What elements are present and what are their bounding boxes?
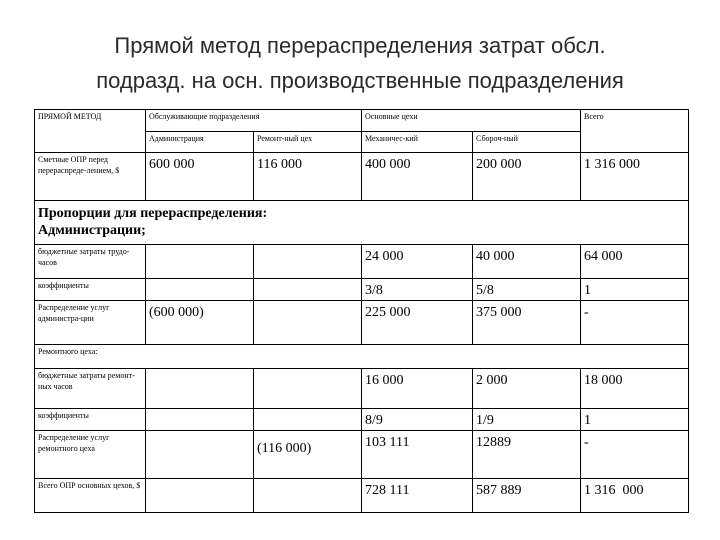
cost-allocation-table xyxy=(34,109,689,513)
title-line-2: подразд. на осн. производственные подразделения xyxy=(96,68,624,93)
slide-title xyxy=(0,28,720,98)
proportions-line-1: Пропорции для перераспределения: xyxy=(38,206,268,221)
budget-labor-assembly: 40 000 xyxy=(473,245,581,279)
distribution-repair-assembly: 12889 xyxy=(473,431,581,479)
table-row-budget-repair xyxy=(35,369,689,409)
coef-repair-label: коэффициенты xyxy=(35,409,146,431)
header-admin: Администрация xyxy=(146,132,254,153)
total-label: Всего ОПР основных цехов, $ xyxy=(35,479,146,513)
coef-repair-admin xyxy=(146,409,254,431)
distribution-repair-label: Распределение услуг ремонтного цеха xyxy=(35,431,146,479)
coef-admin-assembly: 5/8 xyxy=(473,279,581,301)
header-method: ПРЯМОЙ МЕТОД xyxy=(35,110,146,153)
budget-repair-admin xyxy=(146,369,254,409)
budget-repair-total: 18 000 xyxy=(581,369,689,409)
distribution-repair-repair: (116 000) xyxy=(254,431,362,479)
distribution-admin-repair xyxy=(254,301,362,345)
table-row-total xyxy=(35,479,689,513)
estimated-repair: 116 000 xyxy=(254,153,362,201)
coef-admin-repair xyxy=(254,279,362,301)
coef-repair-total: 1 xyxy=(581,409,689,431)
estimated-admin: 600 000 xyxy=(146,153,254,201)
table-row-distribution-repair xyxy=(35,431,689,479)
coef-repair-repair xyxy=(254,409,362,431)
distribution-admin-admin: (600 000) xyxy=(146,301,254,345)
budget-labor-label: бюджетные затраты трудо-часов xyxy=(35,245,146,279)
estimated-label: Сметные ОПР перед перераспреде-лением, $ xyxy=(35,153,146,201)
estimated-total: 1 316 000 xyxy=(581,153,689,201)
total-total: 1 316 000 xyxy=(581,479,689,513)
distribution-admin-label: Распределение услуг администра-ции xyxy=(35,301,146,345)
table-row-repair-section xyxy=(35,345,689,369)
total-mechanical: 728 111 xyxy=(362,479,473,513)
distribution-repair-mechanical: 103 111 xyxy=(362,431,473,479)
budget-labor-total: 64 000 xyxy=(581,245,689,279)
header-assembly: Сбороч-ный xyxy=(473,132,581,153)
distribution-admin-mechanical: 225 000 xyxy=(362,301,473,345)
table-row-coef-repair xyxy=(35,409,689,431)
table-row-budget-labor xyxy=(35,245,689,279)
table-row-proportions-admin xyxy=(35,201,689,245)
header-service-units: Обслуживающие подразделения xyxy=(146,110,362,132)
table-row-estimated xyxy=(35,153,689,201)
table-row-distribution-admin xyxy=(35,301,689,345)
estimated-mechanical: 400 000 xyxy=(362,153,473,201)
proportions-admin-heading xyxy=(35,201,689,245)
budget-labor-mechanical: 24 000 xyxy=(362,245,473,279)
budget-repair-mechanical: 16 000 xyxy=(362,369,473,409)
distribution-repair-admin xyxy=(146,431,254,479)
coef-admin-label: коэффициенты xyxy=(35,279,146,301)
header-repair: Ремонт-ный цех xyxy=(254,132,362,153)
coef-admin-admin xyxy=(146,279,254,301)
coef-repair-assembly: 1/9 xyxy=(473,409,581,431)
repair-section-label: Ремонтного цеха: xyxy=(35,345,689,369)
budget-repair-assembly: 2 000 xyxy=(473,369,581,409)
proportions-line-2: Администрации; xyxy=(38,223,146,238)
total-repair xyxy=(254,479,362,513)
total-admin xyxy=(146,479,254,513)
header-mechanical: Механичес-кий xyxy=(362,132,473,153)
budget-labor-repair xyxy=(254,245,362,279)
estimated-assembly: 200 000 xyxy=(473,153,581,201)
budget-repair-repair xyxy=(254,369,362,409)
coef-repair-mechanical: 8/9 xyxy=(362,409,473,431)
header-total: Всего xyxy=(581,110,689,153)
title-line-1: Прямой метод перераспределения затрат обсл. xyxy=(114,33,606,58)
distribution-repair-total: - xyxy=(581,431,689,479)
budget-labor-admin xyxy=(146,245,254,279)
distribution-admin-assembly: 375 000 xyxy=(473,301,581,345)
distribution-admin-total: - xyxy=(581,301,689,345)
budget-repair-label: бюджетные затраты ремонт-ных часов xyxy=(35,369,146,409)
header-main-shops: Основные цехи xyxy=(362,110,581,132)
header-row-1 xyxy=(35,110,689,132)
table-row-coef-admin xyxy=(35,279,689,301)
coef-admin-total: 1 xyxy=(581,279,689,301)
coef-admin-mechanical: 3/8 xyxy=(362,279,473,301)
total-assembly: 587 889 xyxy=(473,479,581,513)
